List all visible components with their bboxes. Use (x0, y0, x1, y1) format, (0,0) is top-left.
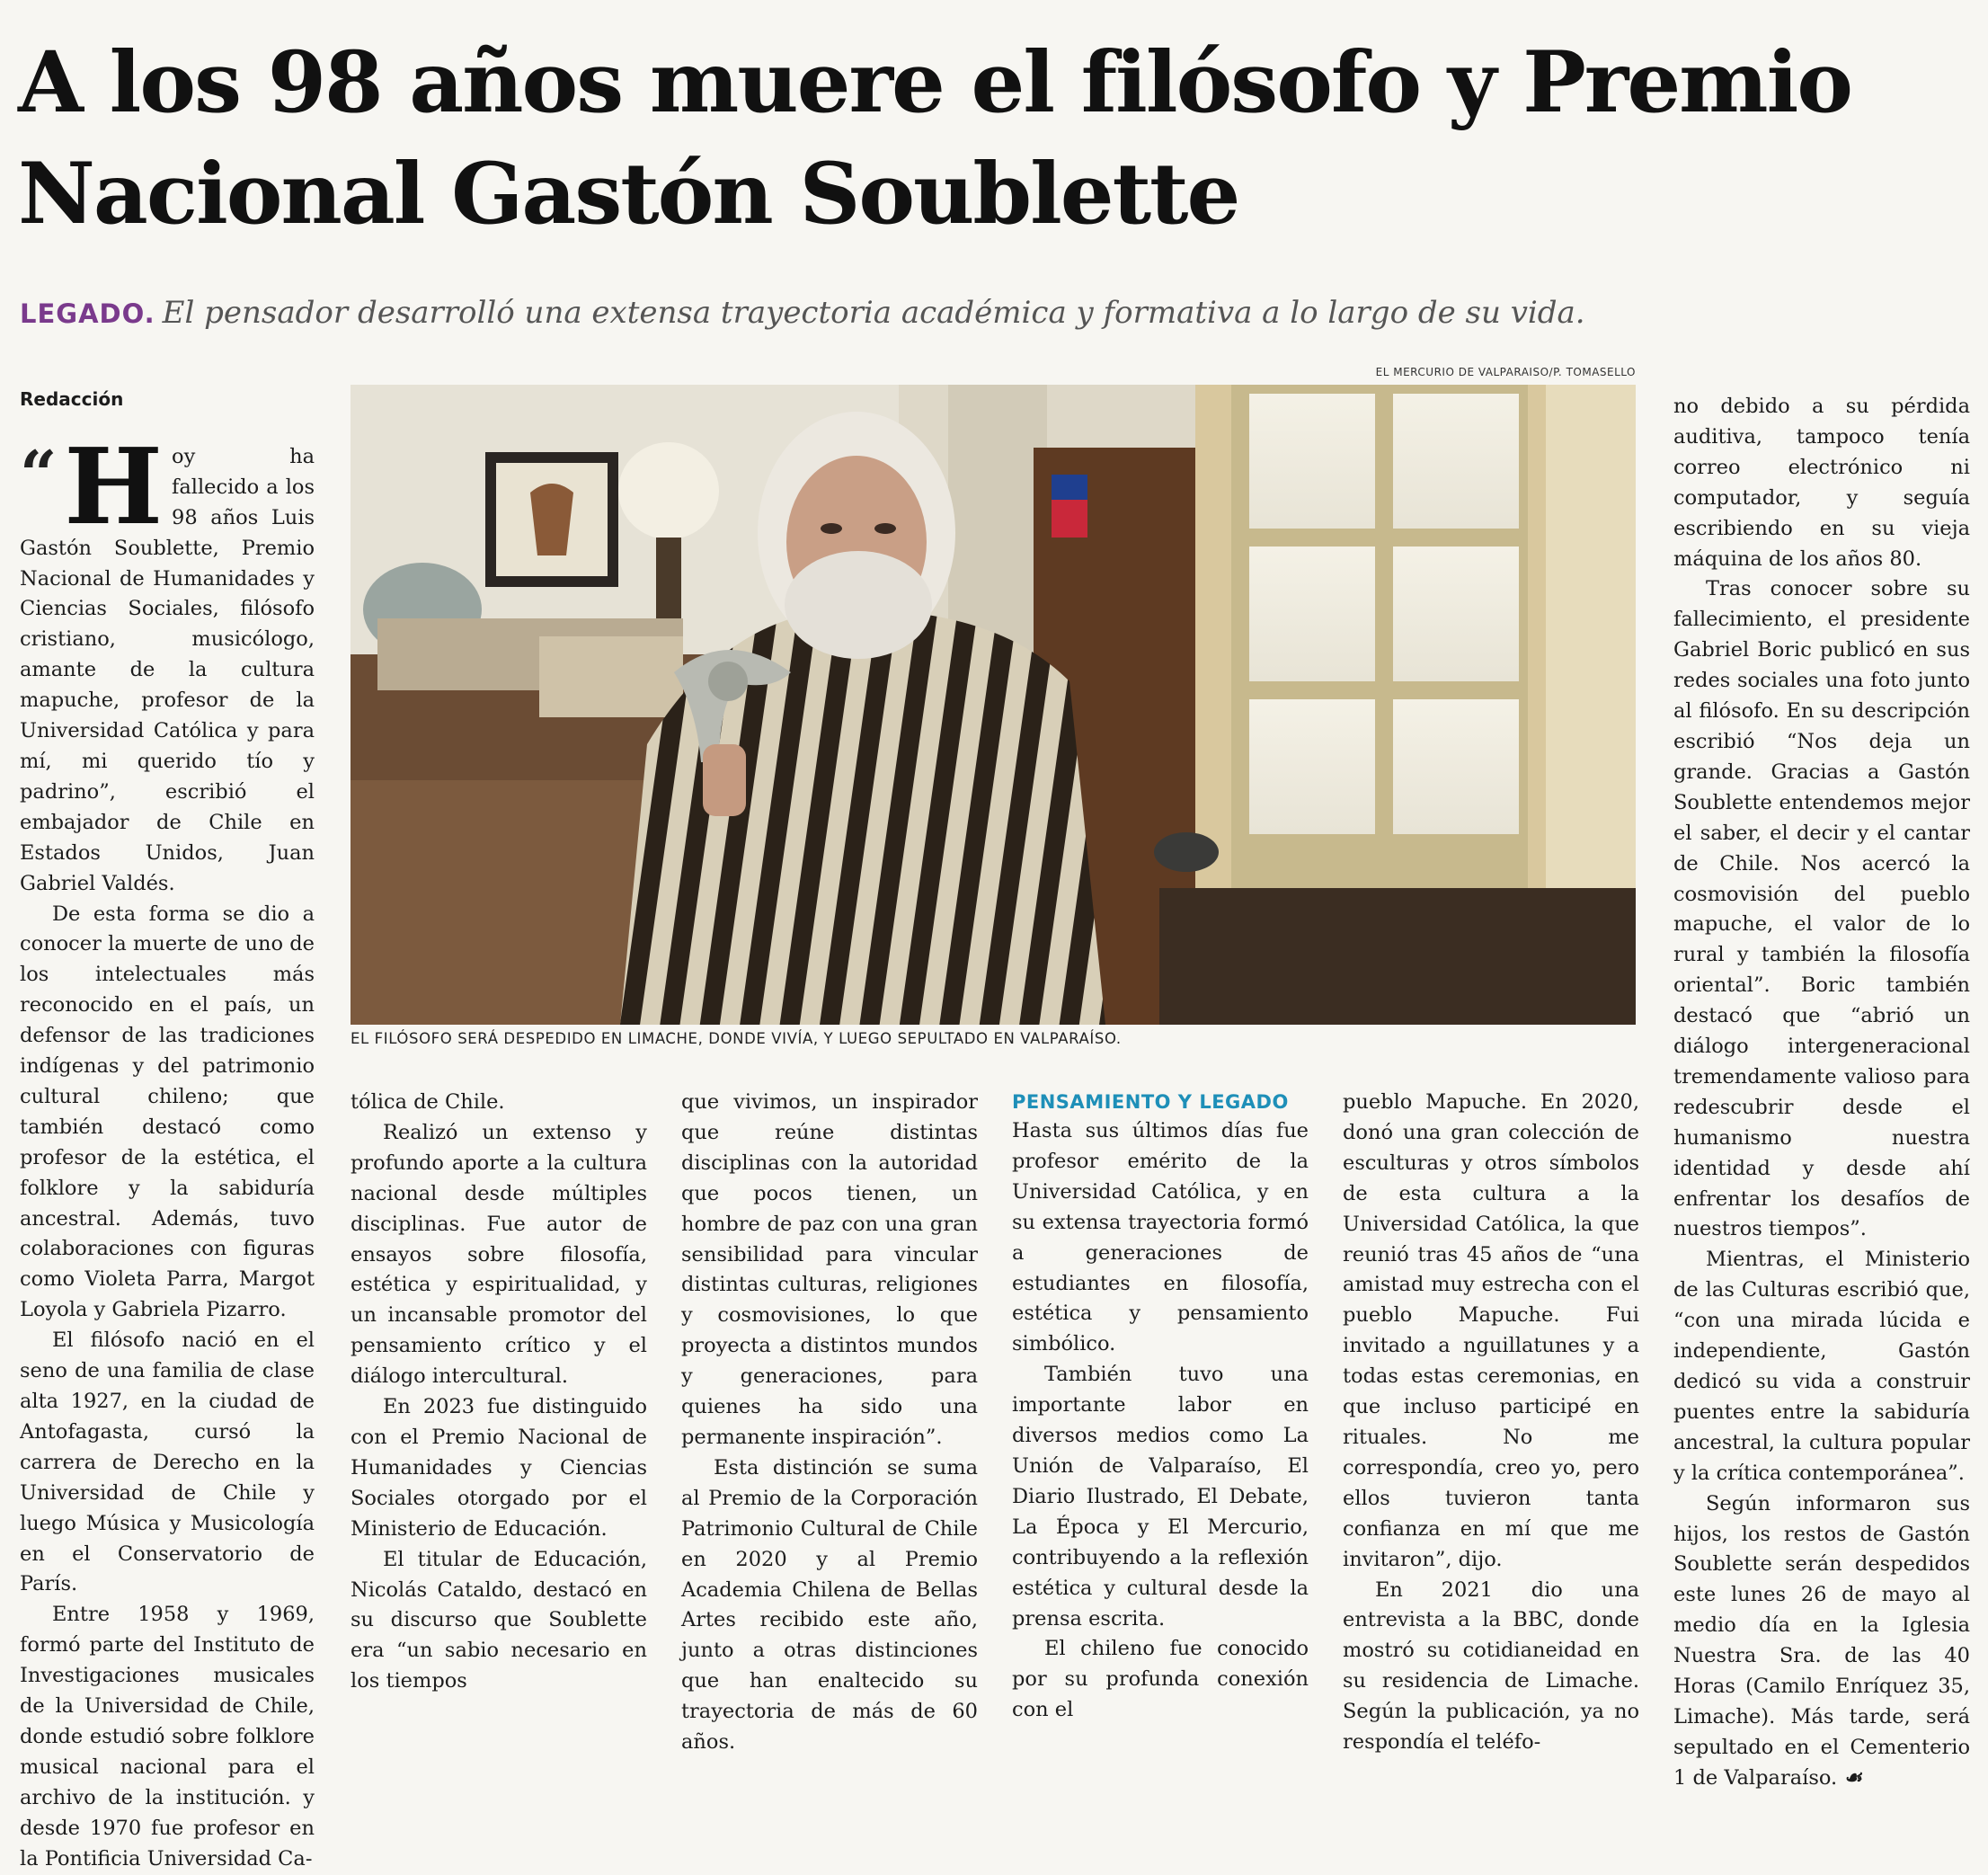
byline: Redacción (20, 388, 124, 410)
article-column-6 (1673, 392, 1970, 1794)
paragraph: que vivimos, un inspirador que reúne distintas disciplinas con la autoridad que pocos tienen, un hombre de paz con una gran sensibilidad para vincular distintas culturas, religiones y cosmovisiones, lo que proyecta a distintos mundos y generaciones, para quienes ha sido una permanente inspiración”. (681, 1090, 978, 1449)
philosopher-portrait-illustration (351, 385, 1636, 1025)
deck-text: El pensador desarrolló una extensa trayectoria académica y formativa a lo largo de su vida. (162, 295, 1585, 331)
article-column-2 (351, 1088, 647, 1697)
photo-credit: EL MERCURIO DE VALPARAISO/P. TOMASELLO (1375, 366, 1636, 378)
paragraph: tólica de Chile. (351, 1090, 505, 1114)
paragraph: Esta distinción se suma al Premio de la Corporación Patrimonio Cultural de Chile en 2020 y al Premio Academia Chilena de Bellas Artes recibido este año, junto a otras distinciones que han enaltecido su trayectoria de más de 60 años. (681, 1455, 978, 1755)
paragraph: no debido a su pérdida auditiva, tampoco tenía correo electrónico ni computador, y seguía escribiendo en su vieja máquina de los años 80. (1673, 395, 1970, 571)
paragraph: Mientras, el Ministerio de las Culturas escribió que, “con una mirada lúcida e independiente, Gastón dedicó su vida a construir puentes entre la sabiduría ancestral, la cultura popular y la crítica contemporánea”. (1673, 1248, 1970, 1485)
drop-cap: H (64, 425, 164, 548)
article-column-1 (20, 385, 315, 1875)
paragraph: Realizó un extenso y profundo aporte a la cultura nacional desde múltiples disciplinas. Fue autor de ensayos sobre filosofía, estética y espiritualidad, y un incansable promotor del pensamiento crítico y el diálogo intercultural. (351, 1120, 647, 1389)
headline: A los 98 años muere el filósofo y Premio Nacional Gastón Soublette (18, 33, 1852, 244)
paragraph: En 2021 dio una entrevista a la BBC, donde mostró su cotidianeidad en su residencia de Limache. Según la publicación, ya no respondía el teléfo- (1343, 1577, 1639, 1755)
open-quote-mark: “ (20, 435, 58, 512)
article-photo (351, 385, 1636, 1025)
lead-paragraph (20, 425, 315, 900)
paragraph-text: Según informaron sus hijos, los restos de Gastón Soublette serán despedidos este lunes 26 de mayo al medio día en la Iglesia Nuestra Sra. de las 40 Horas (Camilo Enríquez 35, Limache). Más tarde, será sepultado en el Cementerio 1 de Valparaíso. (1673, 1491, 1970, 1790)
end-mark-icon: ☙ (1843, 1765, 1862, 1790)
paragraph: De esta forma se dio a conocer la muerte de uno de los intelectuales más reconocido en el país, un defensor de las tradiciones indígenas y del patrimonio cultural chileno; que también destacó como profesor de la estética, el folklore y la sabiduría ancestral. Además, tuvo colaboraciones con figuras como Violeta Parra, Margot Loyola y Gabriela Pizarro. (20, 902, 315, 1322)
photo-caption: EL FILÓSOFO SERÁ DESPEDIDO EN LIMACHE, DONDE VIVÍA, Y LUEGO SEPULTADO EN VALPARAÍSO. (351, 1030, 1122, 1047)
paragraph: El chileno fue conocido por su profunda conexión con el (1012, 1637, 1309, 1722)
lead-text: oy ha fallecido a los 98 años Luis Gastón Soublette, Premio Nacional de Humanidades y Ciencias Sociales, filósofo cristiano, musicólogo, amante de la cultura mapuche, profesor de la Universidad Católica y para mí, mi querido tío y padrino”, escribió el embajador de Chile en Estados Unidos, Juan Gabriel Valdés. (20, 444, 315, 895)
deck (20, 293, 1970, 333)
paragraph: Entre 1958 y 1969, formó parte del Instituto de Investigaciones musicales de la Universidad de Chile, donde estudió sobre folklore musical nacional para el archivo de la institución. y desde 1970 fue profesor en la Pontificia Universidad Ca- (20, 1603, 315, 1871)
section-heading: PENSAMIENTO Y LEGADO (1012, 1091, 1289, 1113)
article-column-5 (1343, 1088, 1639, 1758)
paragraph: pueblo Mapuche. En 2020, donó una gran colección de esculturas y otros símbolos de esta cultura a la Universidad Católica, la que reunió tras 45 años de “una amistad muy estrecha con el pueblo Mapuche. Fui invitado a nguillatunes y a todas estas ceremonias, en que incluso participé en rituales. No me correspondía, creo yo, pero ellos tuvieron tanta confianza en mí que me invitaron”, dijo. (1343, 1090, 1639, 1571)
paragraph: Hasta sus últimos días fue profesor emérito de la Universidad Católica, y en su extensa trayectoria formó a generaciones de estudiantes en filosofía, estética y pensamiento simbólico. (1012, 1119, 1309, 1356)
article-column-3 (681, 1088, 978, 1758)
paragraph: También tuvo una importante labor en diversos medios como La Unión de Valparaíso, El Diario Ilustrado, El Debate, La Época y El Mercurio, contribuyendo a la reflexión estética y cultural desde la prensa escrita. (1012, 1363, 1309, 1631)
paragraph: El titular de Educación, Nicolás Cataldo, destacó en su discurso que Soublette era “un sabio necesario en los tiempos (351, 1547, 647, 1693)
paragraph: El filósofo nació en el seno de una familia de clase alta 1927, en la ciudad de Antofagasta, cursó la carrera de Derecho en la Universidad de Chile y luego Música y Musicología en el Conservatorio de París. (20, 1328, 315, 1596)
paragraph: En 2023 fue distinguido con el Premio Nacional de Humanidades y Ciencias Sociales otorgado por el Ministerio de Educación. (351, 1395, 647, 1541)
deck-kicker: LEGADO. (20, 298, 155, 329)
paragraph (1673, 1489, 1970, 1794)
paragraph: Tras conocer sobre su fallecimiento, el presidente Gabriel Boric publicó en sus redes sociales una foto junto al filósofo. En su descripción escribió “Nos deja un grande. Gracias a Gastón Soublette entendemos mejor el saber, el decir y el cantar de Chile. Nos acercó la cosmovisión del pueblo mapuche, el valor de lo rural y también la filosofía oriental”. Boric también destacó que “abrió un diálogo intergeneracional tremendamente valioso para redescubrir desde el humanismo nuestra identidad y desde ahí enfrentar los desafíos de nuestros tiempos”. (1673, 577, 1970, 1241)
